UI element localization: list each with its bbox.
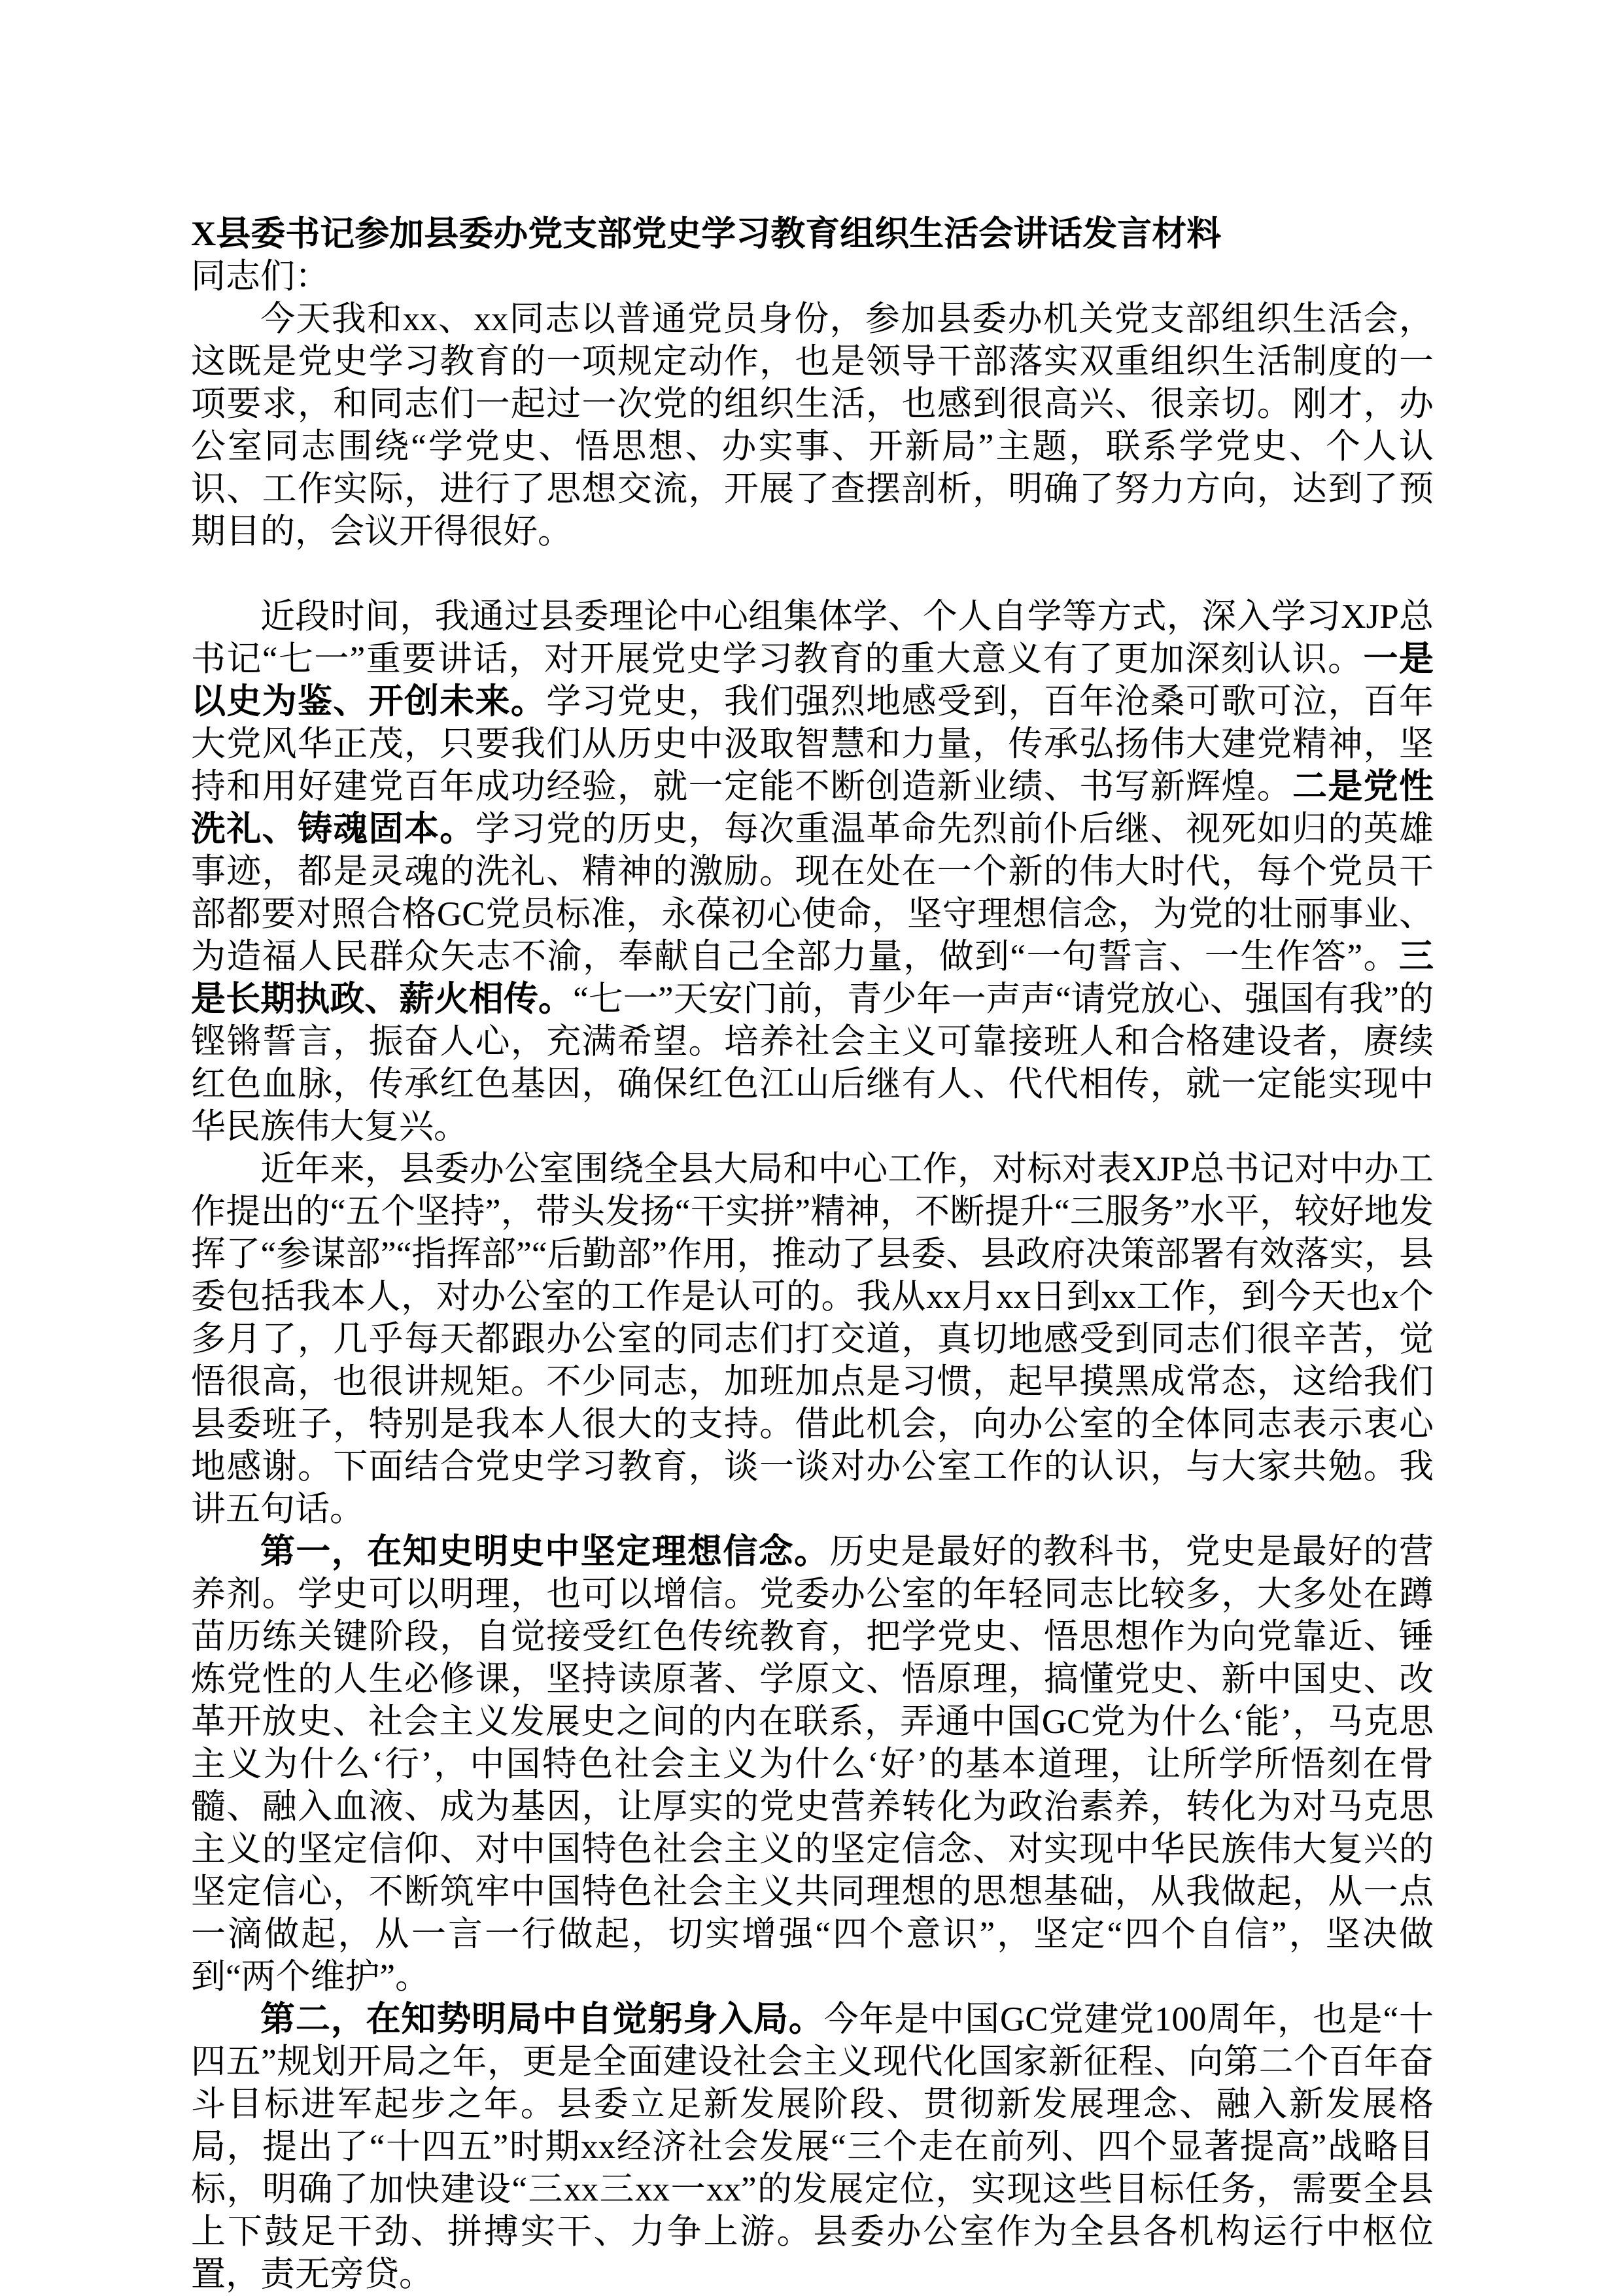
- paragraph: [191, 596, 1434, 1148]
- paragraph: [191, 1148, 1434, 1531]
- text-run: 历史是最好的教科书，党史是最好的营养剂。学史可以明理，也可以增信。党委办公室的年轻同志比较多，大多处在蹲苗历练关键阶段，自觉接受红色传统教育，把学党史、悟思想作为向党靠近、锤炼党性的人生必修课，坚持读原著、学原文、悟原理，搞懂党史、新中国史、改革开放史、社会主义发展史之间的内在联系，弄通中国GC党为什么‘能’，马克思主义为什么‘行’，中国特色社会主义为什么‘好’的基本道理，让所学所悟刻在骨髓、融入血液、成为基因，让厚实的党史营养转化为政治素养，转化为对马克思主义的坚定信仰、对中国特色社会主义的坚定信念、对实现中华民族伟大复兴的坚定信心，不断筑牢中国特色社会主义共同理想的思想基础，从我做起，从一点一滴做起，从一言一行做起，切实增强“四个意识”，坚定“四个自信”，坚决做到“两个维护”。: [191, 1533, 1434, 1996]
- paragraph: [191, 1998, 1434, 2296]
- bold-run: 第二，在知势明局中自觉躬身入局。: [260, 2000, 824, 2038]
- salutation: 同志们：: [191, 258, 330, 296]
- text-run: 近年来，县委办公室围绕全县大局和中心工作，对标对表XJP总书记对中办工作提出的“五个坚持”，带头发扬“干实拼”精神，不断提升“三服务”水平，较好地发挥了“参谋部”“指挥部”“后勤部”作用，推动了县委、县政府决策部署有效落实，县委包括我本人，对办公室的工作是认可的。我从xx月xx日到xx工作，到今天也x个多月了，几乎每天都跟办公室的同志们打交道，真切地感受到同志们很辛苦，觉悟很高，也很讲规矩。不少同志，加班加点是习惯，起早摸黑成常态，这给我们县委班子，特别是我本人很大的支持。借此机会，向办公室的全体同志表示衷心地感谢。下面结合党史学习教育，谈一谈对办公室工作的认识，与大家共勉。我讲五句话。: [191, 1150, 1434, 1528]
- text-run: 今天我和xx、xx同志以普通党员身份，参加县委办机关党支部组织生活会，这既是党史学习教育的一项规定动作，也是领导干部落实双重组织生活制度的一项要求，和同志们一起过一次党的组织生活，也感到很高兴、很亲切。刚才，办公室同志围绕“学党史、悟思想、办实事、开新局”主题，联系学党史、个人认识、工作实际，进行了思想交流，开展了查摆剖析，明确了努力方向，达到了预期目的，会议开得很好。: [191, 300, 1434, 551]
- text-run: 学习党史，我们强烈地感受到，百年沧桑可歌可泣，百年大党风华正茂，只要我们从历史中汲取智慧和力量，传承弘扬伟大建党精神，坚持和用好建党百年成功经验，就一定能不断创造新业绩、书写新辉煌。: [191, 683, 1434, 806]
- bold-run: 二是党性洗礼、铸魂固本。: [191, 768, 1434, 848]
- bold-run: 一是以史为鉴、开创未来。: [191, 640, 1434, 721]
- paragraph: [191, 298, 1434, 553]
- blank-line: [191, 553, 1434, 596]
- text-run: 今年是中国GC党建党100周年，也是“十四五”规划开局之年，更是全面建设社会主义现代化国家新征程、向第二个百年奋斗目标进军起步之年。县委立足新发展阶段、贯彻新发展理念、融入新发展格局，提出了“十四五”时期xx经济社会发展“三个走在前列、四个显著提高”战略目标，明确了加快建设“三xx三xx一xx”的发展定位，实现这些目标任务，需要全县上下鼓足干劲、拼搏实干、力争上游。县委办公室作为全县各机构运行中枢位置，责无旁贷。: [191, 2000, 1434, 2293]
- paragraph: [191, 1531, 1434, 1998]
- text-run: 学习党的历史，每次重温革命先烈前仆后继、视死如归的英雄事迹，都是灵魂的洗礼、精神的激励。现在处在一个新的伟大时代，每个党员干部都要对照合格GC党员标准，永葆初心使命，坚守理想信念，为党的壮丽事业、为造福人民群众矢志不渝，奉献自己全部力量，做到“一句誓言、一生作答”。: [191, 810, 1434, 976]
- document-title: X县委书记参加县委办党支部党史学习教育组织生活会讲话发言材料: [191, 215, 1222, 253]
- text-run: “七一”天安门前，青少年一声声“请党放心、强国有我”的铿锵誓言，振奋人心，充满希望。培养社会主义可靠接班人和合格建设者，赓续红色血脉，传承红色基因，确保红色江山后继有人、代代相传，就一定能实现中华民族伟大复兴。: [191, 980, 1434, 1146]
- bold-run: 第一，在知史明史中坚定理想信念。: [260, 1533, 830, 1571]
- document-body: [191, 298, 1434, 2296]
- bold-run: 三是长期执政、薪火相传。: [191, 938, 1434, 1018]
- text-run: 近段时间，我通过县委理论中心组集体学、个人自学等方式，深入学习XJP总书记“七一”重要讲话，对开展党史学习教育的重大意义有了更加深刻认识。: [191, 598, 1434, 678]
